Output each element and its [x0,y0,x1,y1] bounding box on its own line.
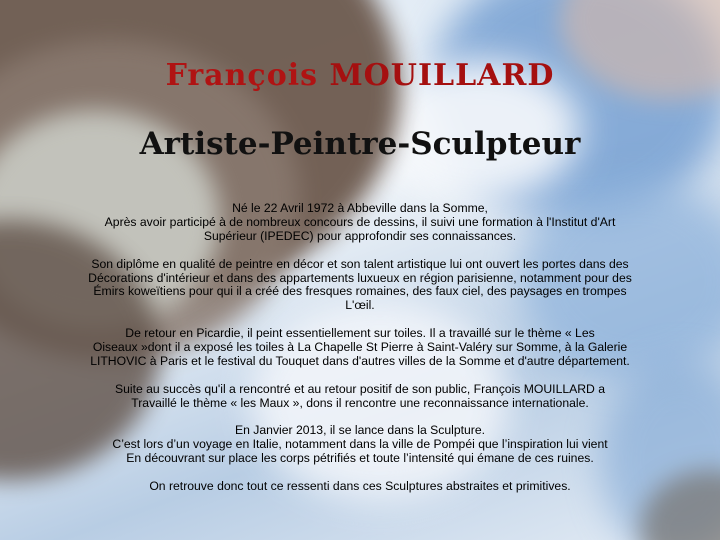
bio-line: Oiseaux »dont il a exposé les toiles à La Chapelle St Pierre à Saint-Valéry sur Somme, à la Galerie [92,340,628,355]
artist-first-name: François [165,58,318,93]
bio-paragraph [60,327,660,369]
bio-line: Son diplôme en qualité de peintre en décor et son talent artistique lui ont ouvert les portes dans des [91,256,629,271]
bio-line: LITHOVIC à Paris et le festival du Touquet dans d'autres villes de la Somme et d'autre département. [90,353,630,368]
page-title [0,58,720,93]
bio-line: Suite au succès qu'il a rencontré et au retour positif de son public, François MOUILLARD a [114,381,606,396]
bio-paragraph [60,202,660,244]
artist-last-name: MOUILLARD [329,58,555,93]
bio-line: Émirs koweïtiens pour qui il a créé des fresques romaines, des faux ciel, des paysages en trompes [93,284,627,299]
bio-line: On retrouve donc tout ce ressenti dans ces Sculptures abstraites et primitives. [149,479,571,494]
bio-line: C’est lors d’un voyage en Italie, notamment dans la ville de Pompéi que l’inspiration lui vient [112,437,608,452]
bio-paragraph [60,480,660,494]
bio-paragraph [60,424,660,466]
bio-line: Né le 22 Avril 1972 à Abbeville dans la Somme, [232,201,488,215]
bio-line: En découvrant sur place les corps pétrifiés et toute l’intensité qui émane de ces ruines. [126,451,594,466]
bio-paragraph [60,383,660,411]
biography-text [60,202,660,508]
bio-line: Supérieur (IPEDEC) pour approfondir ses connaissances. [203,228,517,243]
page-subtitle: Artiste-Peintre-Sculpteur [139,126,581,162]
bio-line: Travaillé le thème « les Maux », dons il rencontre une reconnaissance internationale. [131,395,589,410]
bio-line: L'œil. [345,298,375,313]
bio-line: Décorations d'intérieur et dans des appartements luxueux en région parisienne, notamment pour des [88,270,632,285]
bio-line: De retour en Picardie, il peint essentiellement sur toiles. Il a travaillé sur le thème « Les [125,326,595,341]
bio-paragraph [60,258,660,314]
bio-line: Après avoir participé à de nombreux concours de dessins, il suivi une formation à l'Institut d'Art [104,214,616,229]
bio-line: En Janvier 2013, il se lance dans la Sculpture. [235,423,485,438]
